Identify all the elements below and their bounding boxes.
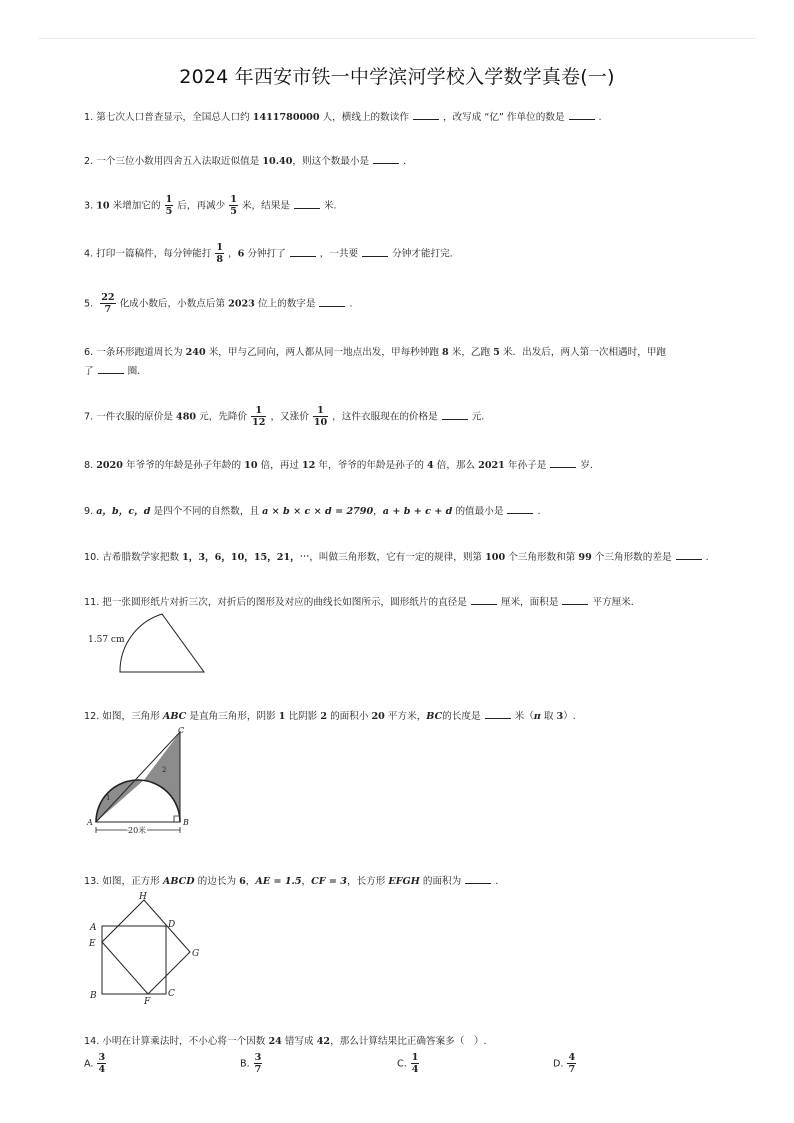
option-d-numerator: 4 (568, 1052, 576, 1063)
q2-blank[interactable] (373, 154, 399, 164)
q7-text-e: 元. (471, 411, 485, 423)
q11-blank-2[interactable] (562, 595, 588, 605)
q4-text-a: 4. 打印一篇稿件，每分钟能打 (84, 248, 212, 260)
question-9 (84, 504, 541, 519)
page-title: 2024 年西安市铁一中学滨河学校入学数学真卷(一) (179, 66, 615, 88)
q6-blank[interactable] (98, 364, 124, 374)
q4-text-d: ，一共要 (319, 248, 359, 260)
q12-label-region-1: 1 (106, 794, 111, 802)
q3-text-d: 米，结果是 (241, 200, 290, 212)
option-a-fraction (97, 1052, 106, 1075)
q14-text-b: 错写成 (281, 1036, 317, 1047)
option-b-numerator: 3 (254, 1052, 262, 1063)
q1-blank-1[interactable] (413, 110, 439, 120)
q6-text-line2a: 了 (84, 366, 94, 377)
q10-sequence: 1，3，6，10，15，21，⋯ (182, 552, 310, 563)
q7-frac2-numerator: 1 (313, 405, 328, 417)
q14-option-b[interactable] (240, 1052, 266, 1075)
question-6-line-1 (84, 346, 666, 360)
option-d-label: D. (553, 1058, 564, 1070)
q9-sum-expression: a + b + c + d (382, 506, 453, 517)
q7-frac1-numerator: 1 (251, 405, 266, 417)
q13-rectangle-efgh (102, 900, 190, 994)
q8-number-5: 2021 (478, 460, 505, 471)
question-10 (84, 550, 709, 565)
option-d-denominator: 7 (568, 1064, 576, 1075)
q10-text-c: 个三角形数和第 (505, 552, 579, 563)
q9-blank[interactable] (507, 504, 533, 514)
q13-label-b: B (90, 991, 97, 1001)
q6-text-d: 米．出发后，两人第一次相遇时，甲跑 (499, 347, 667, 358)
q9-text-a: 9. (84, 506, 97, 517)
question-6-line-2 (84, 364, 140, 379)
q12-text-g: 米（ (514, 711, 534, 722)
question-13 (84, 874, 498, 889)
q1-blank-2[interactable] (569, 110, 595, 120)
q13-text-d: ， (301, 876, 312, 887)
q12-number-4: 3 (556, 711, 564, 722)
option-d-fraction (567, 1052, 576, 1075)
q13-text-b: 的边长为 (194, 876, 240, 887)
q11-blank-1[interactable] (471, 595, 497, 605)
q9-variables: a，b，c，d (96, 506, 151, 517)
q13-blank[interactable] (465, 874, 491, 884)
q7-text-d: ，这件衣服现在的价格是 (332, 411, 438, 423)
q13-text-f: 的面积为 (419, 876, 462, 887)
q12-text-c: 比阴影 (285, 711, 321, 722)
q14-text-c: ，那么计算结果比正确答案多（ ）. (330, 1036, 487, 1047)
q4-frac-numerator: 1 (216, 242, 224, 253)
q10-text-d: 个三角形数的差是 (591, 552, 672, 563)
q12-triangle-figure (84, 724, 204, 840)
q13-text-e: ，长方形 (346, 876, 389, 887)
q4-fraction (215, 242, 224, 265)
q1-text-d: . (598, 112, 602, 123)
q12-shaded-region-1 (96, 780, 144, 822)
q10-text-b: ，叫做三角形数，它有一定的规律，则第 (309, 552, 486, 563)
q4-frac-denominator: 8 (216, 254, 224, 265)
q4-text-e: 分钟才能打完. (392, 248, 453, 260)
q5-text-b: 化成小数后，小数点后第 (119, 298, 229, 310)
q10-blank[interactable] (676, 550, 702, 560)
q14-option-d[interactable] (553, 1052, 580, 1075)
q8-text-b: 年爷爷的年龄是孙子年龄的 (122, 460, 245, 471)
option-a-numerator: 3 (98, 1052, 106, 1063)
q8-number-3: 12 (301, 460, 316, 471)
q5-frac-numerator: 22 (101, 292, 115, 303)
q10-text-a: 10. 古希腊数学家把数 (84, 552, 183, 563)
question-3 (84, 194, 337, 217)
q3-frac1-numerator: 1 (165, 194, 173, 205)
q13-label-d: D (168, 920, 176, 930)
q12-triangle-name: ABC (162, 711, 187, 722)
question-7 (84, 405, 484, 428)
q11-sector-shape (120, 614, 204, 672)
q8-text-c: 倍，再过 (257, 460, 302, 471)
q13-label-a: A (90, 923, 97, 933)
q10-number-2: 99 (578, 552, 592, 563)
q1-text-b: 人，横线上的数读作 (319, 112, 409, 123)
q9-text-c: ， (373, 506, 383, 517)
q2-text-b: ，则这个数最小是 (292, 156, 370, 167)
option-b-fraction (254, 1052, 263, 1075)
q11-text-a: 11. 把一张圆形纸片对折三次，对折后的图形及对应的曲线长如图所示，圆形纸片的直径是 (84, 597, 467, 608)
q13-cf-equation: CF = 3 (311, 876, 347, 887)
q3-number: 10 (96, 200, 110, 212)
q6-text-line2b: 圈. (127, 366, 141, 377)
q10-text-e: . (705, 552, 709, 563)
q13-label-e: E (89, 939, 96, 949)
question-8 (84, 458, 593, 473)
q13-rectangle-name: EFGH (388, 876, 420, 887)
q11-arc-length-label: 1.57 cm (88, 635, 125, 645)
header-divider (38, 38, 756, 39)
q13-square-abcd (102, 926, 166, 994)
q13-square-figure (84, 890, 214, 1008)
q12-text-b: 是直角三角形，阴影 (186, 711, 279, 722)
q5-fraction (100, 292, 115, 315)
q3-frac1-denominator: 5 (165, 206, 173, 217)
q12-text-a: 12. 如图，三角形 (84, 711, 163, 722)
q5-text-d: . (349, 298, 353, 310)
q2-number: 10.40 (262, 156, 293, 167)
q7-frac1-denominator: 12 (252, 417, 266, 428)
question-5 (84, 292, 353, 315)
q8-text-a: 8. (84, 460, 97, 471)
q6-number-2: 8 (442, 347, 449, 358)
q13-number-1: 6 (239, 876, 246, 887)
q7-fraction-2 (313, 405, 328, 428)
q7-blank[interactable] (442, 410, 468, 420)
q8-text-f: 年孙子是 (504, 460, 547, 471)
q14-option-c[interactable] (397, 1052, 423, 1075)
q8-blank[interactable] (550, 458, 576, 468)
q4-text-b: ， (228, 248, 238, 260)
q14-number-1: 24 (268, 1036, 282, 1047)
q9-text-e: . (537, 506, 541, 517)
q7-text-a: 7. 一件衣服的原价是 (84, 411, 177, 423)
q3-text-b: 米增加它的 (109, 200, 161, 212)
q12-pi-symbol: π (533, 711, 541, 722)
q12-number-1: 1 (278, 711, 286, 722)
q9-product-equation: a × b × c × d = 2790 (262, 506, 374, 517)
q6-text-c: 米，乙跑 (448, 347, 494, 358)
q12-segment-name: BC (426, 711, 443, 722)
q12-number-2: 2 (320, 711, 328, 722)
option-c-denominator: 4 (411, 1064, 419, 1075)
q12-label-region-2: 2 (162, 766, 167, 774)
q5-text-a: 5. (84, 298, 97, 310)
q13-square-name: ABCD (162, 876, 195, 887)
q12-label-c: C (178, 726, 185, 735)
option-c-label: C. (397, 1058, 407, 1070)
q7-frac2-denominator: 10 (313, 417, 328, 428)
q4-blank-2[interactable] (362, 247, 388, 257)
q10-number-1: 100 (485, 552, 506, 563)
q4-blank-1[interactable] (290, 247, 316, 257)
q6-number-3: 5 (493, 347, 500, 358)
option-b-denominator: 7 (254, 1064, 262, 1075)
q4-number: 6 (237, 248, 245, 260)
q14-text-a: 14. 小明在计算乘法时，不小心将一个因数 (84, 1036, 269, 1047)
q1-text-a: 1. 第七次人口普查显示，全国总人口约 (84, 112, 253, 123)
q12-number-3: 20 (371, 711, 385, 722)
q7-number: 480 (176, 411, 197, 423)
q12-label-a: A (87, 818, 93, 827)
q8-number-1: 2020 (96, 460, 123, 471)
q5-frac-denominator: 7 (104, 304, 112, 315)
q2-text-a: 2. 一个三位小数用四舍五入法取近似值是 (84, 156, 263, 167)
q7-text-b: 元，先降价 (196, 411, 248, 423)
q5-text-c: 位上的数字是 (254, 298, 316, 310)
q11-sector-figure (84, 610, 214, 678)
q6-text-a: 6. 一条环形跑道周长为 (84, 347, 186, 358)
q12-text-e: 平方米， (384, 711, 427, 722)
q1-text-c: ，改写成 “亿” 作单位的数是 (442, 112, 565, 123)
q3-text-a: 3. (84, 200, 97, 212)
q12-shaded-region-2 (144, 732, 180, 822)
option-a-label: A. (84, 1058, 94, 1070)
q3-fraction-1 (165, 194, 174, 217)
q14-option-a[interactable] (84, 1052, 110, 1075)
q4-text-c: 分钟打了 (244, 248, 286, 260)
q12-text-h: 取 (540, 711, 557, 722)
question-2 (84, 154, 406, 169)
q9-text-b: 是四个不同的自然数，且 (150, 506, 263, 517)
q3-text-e: 米. (323, 200, 337, 212)
q7-fraction-1 (251, 405, 266, 428)
q6-text-b: 米，甲与乙同向，两人都从同一地点出发，甲每秒钟跑 (205, 347, 442, 358)
q14-number-2: 42 (316, 1036, 331, 1047)
q13-label-g: G (192, 949, 200, 959)
q5-blank[interactable] (319, 297, 345, 307)
q3-fraction-2 (229, 194, 238, 217)
q1-number: 1411780000 (252, 112, 320, 123)
q3-frac2-denominator: 5 (230, 206, 237, 217)
question-11 (84, 595, 634, 610)
q3-blank[interactable] (294, 199, 320, 209)
q13-label-c: C (168, 989, 175, 999)
q13-label-h: H (139, 892, 147, 902)
q12-blank[interactable] (485, 709, 511, 719)
question-14 (84, 1035, 487, 1049)
q12-dimension-label: 20米 (128, 826, 147, 835)
q8-text-g: 岁. (580, 460, 593, 471)
q3-frac2-numerator: 1 (230, 194, 237, 205)
q2-text-c: . (403, 156, 407, 167)
q13-text-a: 13. 如图，正方形 (84, 876, 163, 887)
q8-number-4: 4 (426, 460, 434, 471)
question-12 (84, 709, 576, 724)
question-4 (84, 242, 453, 265)
option-c-fraction (411, 1052, 420, 1075)
q13-text-c: ， (245, 876, 256, 887)
q12-label-b: B (183, 818, 189, 827)
option-c-numerator: 1 (411, 1052, 419, 1063)
q8-number-2: 10 (244, 460, 258, 471)
q13-label-f: F (144, 997, 151, 1007)
q8-text-d: 年，爷爷的年龄是孙子的 (315, 460, 427, 471)
q11-text-b: 厘米，面积是 (500, 597, 559, 608)
q12-text-i: ）. (563, 711, 576, 722)
q12-text-d: 的面积小 (327, 711, 372, 722)
q3-text-c: 后，再减少 (177, 200, 226, 212)
q9-text-d: 的值最小是 (452, 506, 504, 517)
q12-text-f: 的长度是 (442, 711, 481, 722)
option-b-label: B. (240, 1058, 250, 1070)
option-a-denominator: 4 (98, 1064, 106, 1075)
q6-number-1: 240 (185, 347, 206, 358)
q13-text-g: . (495, 876, 499, 887)
question-1 (84, 110, 602, 125)
q7-text-c: ，又涨价 (270, 411, 309, 423)
q8-text-e: 倍，那么 (433, 460, 479, 471)
q5-number: 2023 (228, 298, 255, 310)
q11-text-c: 平方厘米. (592, 597, 634, 608)
q13-ae-equation: AE = 1.5 (255, 876, 302, 887)
